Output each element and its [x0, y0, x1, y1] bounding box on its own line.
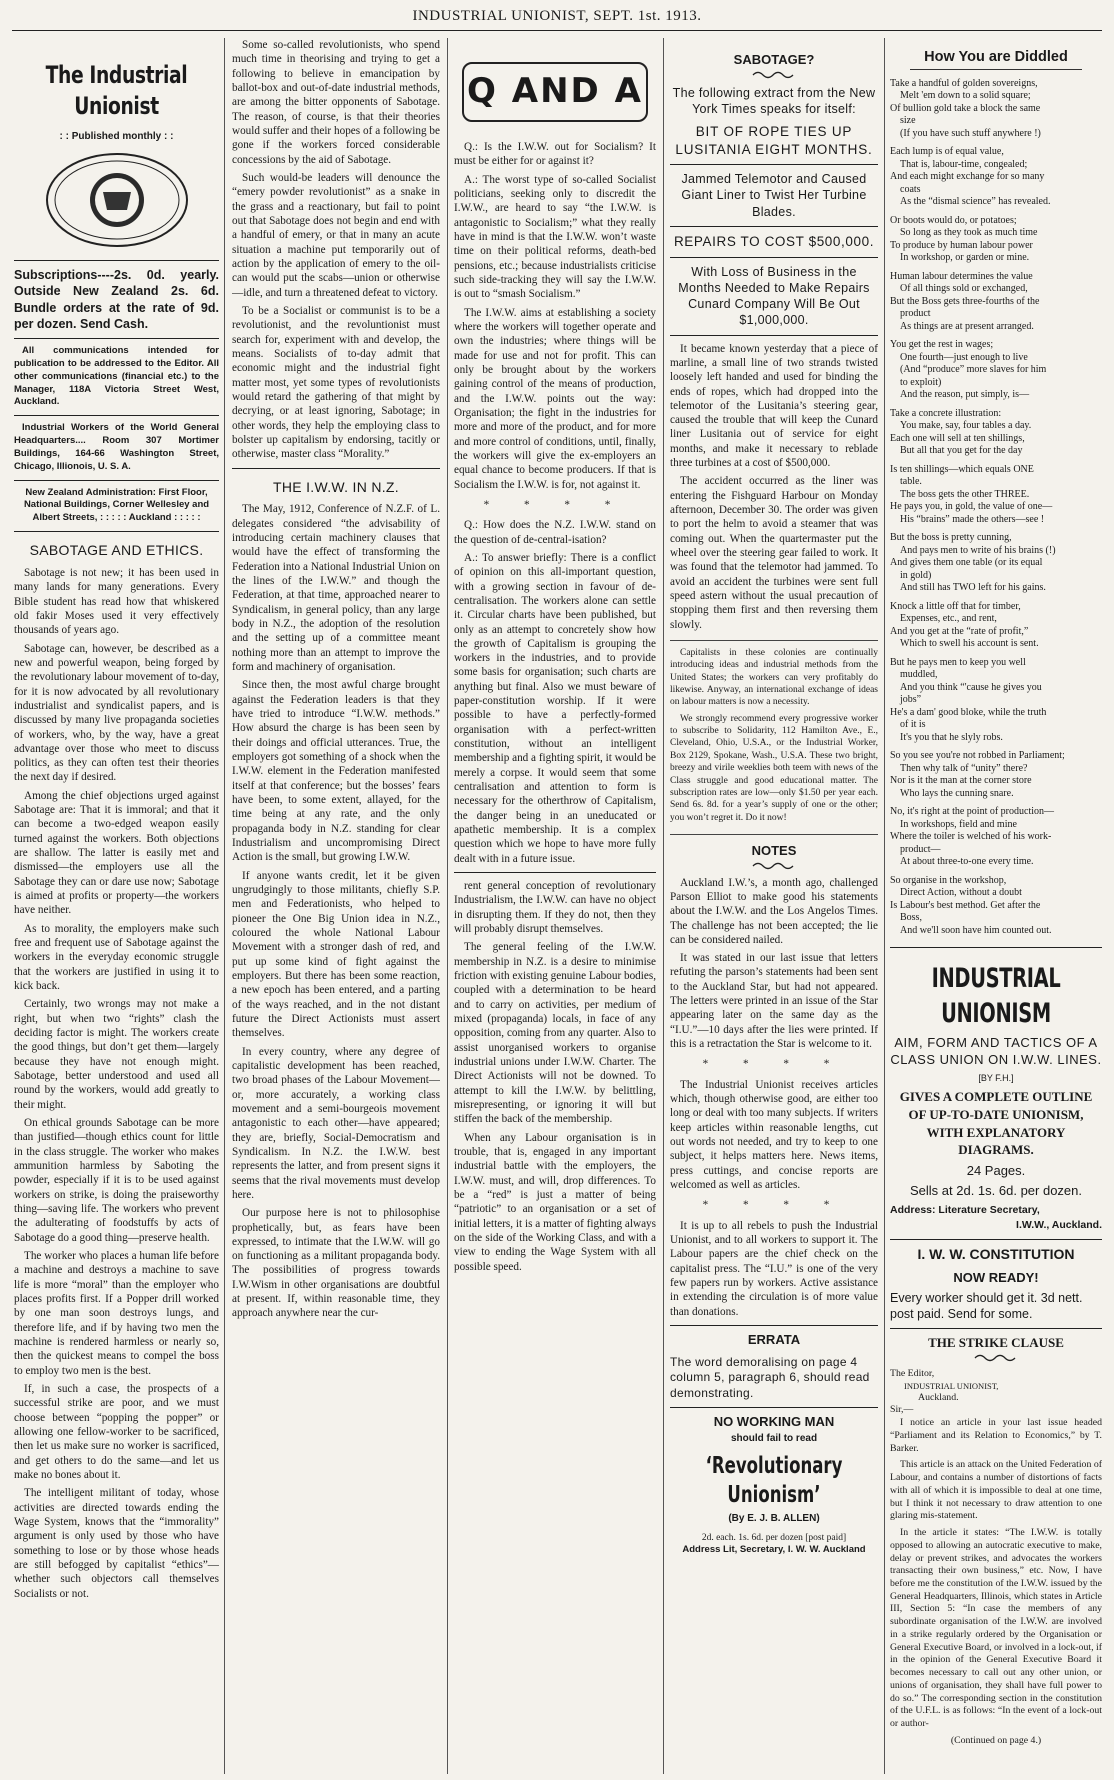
paragraph: The May, 1912, Conference of N.Z.F. of L. delegates considered “the advisability of introducing certain machinery clauses that would have the effect of transforming the Federation into a National Industrial Union on the lines of the I.W.W.” and though the Federation, at that time, approached nearer to Syndicalism, in general policy, than any large body in N.Z., the adoption of the resolution and the setting up of a committee meant nothing more than an attempt to improve the form and machinery of organisation. [232, 503, 440, 674]
byline: [BY F.H.] [978, 1072, 1014, 1083]
column-divider [224, 38, 225, 1774]
iww-seal-emblem [43, 150, 191, 250]
paragraph: When any Labour organisation is in trouble, that is, engaged in any important industrial battle with the employers, the I.W.W. must, and will, drop differences. To be a “red” is just a matter of being “patriotic” to an organisation or a set of initial letters, it is a matter of fighting always on the side of the Working Class, and with a view to ending the Wage System with all possible speed. [454, 1131, 656, 1273]
poem-line: And you think “'cause he gives you [900, 681, 1042, 693]
published-monthly: : : Published monthly : : [59, 131, 174, 143]
poem-line: In workshop, or garden or mine. [900, 252, 1030, 264]
paragraph: The intelligent militant of today, whose activities are directed towards ending the Wage System, knows that the “immorality” argument is only used by those who have something to lose or by those whose heads are still befogged by capitalist “ethics”—whether such objectors call themselves Socialists or not. [14, 1487, 219, 1600]
rule [14, 338, 219, 339]
letter-paragraph: In the article it states: “The I.W.W. is totally opposed to allowing an autocratic executive to make, delay or prevent strikes, and advocates the workers transacting their own business,” etc. Now, I have before me the constitution of the I.W.W. issued by the General Headquarters, Illinois, which states in Article III, Section 5: “In case the members of any subordinate organisation of the I.W.W. are involved in a strike regularly ordered by the Organisation or General Executive Board, or involved in a lock-out, if in the opinion of the General Executive Board it becomes necessary to call out any other union, or unions of organisation, they shall have full power to do so.” The corresponding section in the constitution of the U.F.L. is as follows: “In the event of a lock-out or author- [890, 1527, 1102, 1730]
poem-line: Each lump is of equal value, [890, 146, 1004, 158]
strike-clause-title: THE STRIKE CLAUSE [928, 1335, 1064, 1351]
letter-addressee: The Editor, [890, 1367, 935, 1379]
revolutionary-unionism-title: ‘Revolutionary Unionism’ [705, 1452, 843, 1509]
paragraph: Sabotage is not new; it has been used in many lands for many generations. Every Bible student has read how that whiskered old fakir Moses used it very effectively thousands of years ago. [14, 566, 219, 637]
poem-line: Is Labour's best method. Get after the [890, 899, 1041, 911]
column-divider [447, 38, 448, 1774]
poem-line: But the boss is pretty cunning, [890, 532, 1012, 544]
poem-line: At about three-to-one every time. [900, 856, 1034, 868]
price-line: Sells at 2d. 1s. 6d. per dozen. [910, 1183, 1082, 1199]
poem-line: (If you have such stuff anywhere !) [900, 127, 1041, 139]
paragraph: In every country, where any degree of capitalistic development has been reached, two broad phases of the Labour Movement—or, more accurately, a working class movement and a semi-bourgeois movement antagonistic to each other—have appeared; they are, briefly, Social-Democratism and Syndicalism. In N.Z. the I.W.W. best represents the latter, and from present signs it seems that the rival movements must develop here. [232, 1045, 440, 1201]
poem-line: in gold) [900, 569, 932, 581]
poem-line: To produce by human labour power [890, 239, 1033, 251]
poem-line: So long as they took as much time [900, 227, 1038, 239]
paragraph: If, in such a case, the prospects of a successful strike are poor, and we must choose between “popping the popper” or allowing one fellow-worker to be sacrificed, then let us make sure no worker is sacrificed, and get others to do the same—and let us make no bones about it. [14, 1382, 219, 1481]
poem-line: And gives them one table (or its equal [890, 557, 1043, 569]
poem-line: So you see you're not robbed in Parliament; [890, 750, 1065, 762]
article-title-iww-nz: THE I.W.W. IN N.Z. [273, 478, 399, 495]
poem-line: Knock a little off that for timber, [890, 600, 1021, 612]
poem-line: Each one will sell at ten shillings, [890, 432, 1025, 444]
revolutionary-unionism-author: (By E. J. B. ALLEN) [728, 1512, 820, 1524]
poem-line: He's a dam' good bloke, while the truth [890, 706, 1047, 718]
paragraph: Among the chief objections urged against Sabotage are: That it is immoral; and that it can become a two-edged weapon easily turned against the workers. Both objections are shallow. The latter is easily met and dismissed—the employers use all the Sabotage they can or dare use now; Sabotage is aimed at profits or property—the workers have neither. [14, 789, 219, 917]
poem-line: He pays you, in gold, the value of one— [890, 501, 1053, 513]
poem-line: The boss gets the other THREE. [900, 488, 1030, 500]
no-working-man-sub: should fail to read [730, 1433, 818, 1445]
poem-line: You get the rest in wages; [890, 339, 994, 351]
section-stars: * * * * [702, 1199, 846, 1212]
letter-addressee: Auckland. [918, 1391, 959, 1403]
squiggle-ornament [752, 862, 796, 870]
poem-line: of it is [900, 719, 926, 731]
poem-line: Which to swell his account is sent. [900, 638, 1039, 650]
notice-box [670, 640, 878, 835]
column-2 [232, 38, 440, 1774]
diddled-title: How You are Diddled [924, 49, 1068, 65]
rule [670, 257, 878, 258]
price-line: 2d. each. 1s. 6d. per dozen [post paid] [701, 1532, 847, 1543]
paragraph: As to morality, the employers make such free and frequent use of Sabotage against the workers in the everyday economic struggle that the workers are justified in using it to kick back. [14, 922, 219, 993]
poem-line: Take a handful of golden sovereigns, [890, 77, 1038, 89]
poem-line: Then why talk of “unity” there? [900, 762, 1028, 774]
poem-line: table. [900, 476, 922, 488]
errata-title: ERRATA [747, 1332, 801, 1348]
capitalists-note: Capitalists in these colonies are continually introducing ideas and industrial methods from the United States; the workers can very profitably do likewise. Anyway, an international exchange of ideas on labour matters is now a necessity. [670, 648, 878, 708]
outline-description: GIVES A COMPLETE OUTLINE OF UP-TO-DATE UNIONISM, WITH EXPLANATORY DIAGRAMS. [899, 1089, 1093, 1158]
section-stars: * * * * [702, 1058, 846, 1071]
poem-line: Nor is it the man at the corner store [890, 775, 1032, 787]
headline-telemotor: Jammed Telemotor and Caused Giant Liner to Twist Her Turbine Blades. [681, 172, 867, 219]
paragraph: Sabotage can, however, be described as a new and powerful weapon, being forged by the revolutionary labour movement of to-day, for it is now advocated by all revolutionary industrialist and syndicalist papers, and is discussed by many live propaganda societies of workers, who, by the way, have a great advantage over those who meet to discuss politics, as they can often test their theories the next day if desired. [14, 642, 219, 784]
constitution-text: Every worker should get it. 3d nett. post paid. Send for some. [890, 1291, 1083, 1322]
paragraph: Some so-called revolutionists, who spend much time in theorising and trying to get a following to believe in emancipation by ballot-box and out-of-date industrial methods, are among the bitter opponents of Sabotage. The reason, of course, is that their theories would suffer and their hopes of a following be gone if the workers forced considerable concessions by the aid of Sabotage. [232, 39, 440, 166]
column-divider [663, 38, 664, 1774]
answer: A.: The worst type of so-called Socialist politicians, seeking only to discredit the I.W.W., are heard to say “the I.W.W. is antagonistic to Socialism;” what they really have in mind is that the I.W.W. won’t waste time on their political reforms, death-bed pensions, etc.; because industrialists criticise such side-tracking they will say the I.W.W. is out to “smash Socialism.” [454, 173, 656, 301]
poem-line: No, it's right at the point of production— [890, 806, 1055, 818]
poem-line: Take a concrete illustration: [890, 407, 1002, 419]
headline-rope: BIT OF ROPE TIES UP LUSITANIA EIGHT MONTHS. [675, 124, 873, 157]
poem-line: His “brains” made the others—see ! [900, 513, 1045, 525]
poem-line: But all that you get for the day [900, 445, 1023, 457]
paragraph: On ethical grounds Sabotage can be more than justified—though ethics count for little in the class struggle. The worker who makes ammunition harmless by Saboting the powder, especially if it is to be used against workers on strike, is doing the praiseworthy thing—saving life. The workers who prevent the adulterating of foodstuffs by acts of Sabotage do a good thing—preserve health. [14, 1117, 219, 1244]
note-paragraph: It was stated in our last issue that letters refuting the parson’s statements had been sent to the Auckland Star, but had not appeared. The letters were printed in an issue of the Star appearing later on the same day as the “I.U.”—10 days after the lies were printed. If this is a retractation the Star is welcome to it. [670, 952, 878, 1051]
poem-line: to exploit) [900, 376, 942, 388]
poem-line: Of all things sold or exchanged, [900, 283, 1028, 295]
paragraph: The general feeling of the I.W.W. membership in N.Z. is a desire to minimise friction with existing genuine Labour bodies, coupled with a determination to be heard and to carry on activities, per medium of mixed (propaganda) locals, in face of any opposition, coming from any quarter. Also to assist unorganised workers to organise industrial unions under I.W.W. Charter. The Direct Actionists will not be downed. To attempt to kill the I.W.W. by belittling, misrepresenting, or ignoring it will but stiffen the back of the membership. [454, 941, 656, 1126]
q-and-a-title: Q AND A [467, 71, 643, 112]
question: Q.: Is the I.W.W. out for Socialism? It must be either for or against it? [454, 141, 656, 168]
article-title-sabotage-ethics: SABOTAGE AND ETHICS. [29, 541, 204, 558]
rule [670, 226, 878, 227]
column-1 [14, 38, 219, 1774]
continued-note: (Continued on page 4.) [950, 1734, 1042, 1746]
communications-note: All communications intended for publication to be addressed to the Editor. All other communications (financial etc.) to the Manager, 118A Victoria Street West, Auckland. [14, 345, 219, 408]
letter-salutation: Sir,— [890, 1404, 914, 1416]
paragraph: The I.W.W. aims at establishing a society where the workers will together operate and own the industries; where things will be made for use and not for profit. This can only be brought about by the workers gaining control of the means of production, and the I.W.W. points out the way: Organisation; the fight in the industries for more and more of the product, and for more and more control of conditions, until, finally, the workers will give the ex-employers an equal chance to become producers. If that is Socialism the I.W.W. is for, not against it. [454, 306, 656, 491]
errata-text: The word demoralising on page 4 column 5, paragraph 6, should read demonstrating. [670, 1354, 870, 1400]
constitution-title: I. W. W. CONSTITUTION [917, 1245, 1075, 1262]
section-stars: * * * * [483, 498, 627, 511]
now-ready: NOW READY! [953, 1269, 1039, 1285]
poem-line: And pays men to write of his brains (!) [900, 544, 1056, 556]
masthead: The Industrial Unionist [45, 61, 188, 120]
poem-line: Melt 'em down to a solid square; [900, 90, 1031, 102]
notes-title: NOTES [751, 842, 797, 858]
column-4 [670, 38, 878, 1774]
headquarters-note: Industrial Workers of the World General Headquarters.... Room 307 Mortimer Buildings, 164-66 Washington Street, Chicago, Illionois, U. S. A. [14, 422, 219, 472]
address-line: Address Lit, Secretary, I. W. W. Auckland [682, 1543, 866, 1555]
header-rule [12, 30, 1102, 31]
poem-line: And each might exchange for so many [890, 171, 1045, 183]
poem-line: muddled, [900, 669, 938, 681]
q-and-a-heading-box [462, 62, 648, 122]
poem-line: That is, labour-time, congealed; [900, 158, 1028, 170]
poem-line: product [900, 308, 931, 320]
rule [14, 480, 219, 481]
poem-line: And the reason, put simply, is— [900, 389, 1030, 401]
paragraph: The worker who places a human life before a machine and destroys a machine to save life is more “moral” than the employer who places profits first. If a Popper drill worked by one man soon destroys lungs, and therefore life, and if by having two men the machine is rendered harmless or nearly so, then the quickest means to compel the boss to employ two men is the best. [14, 1249, 219, 1377]
paragraph: Certainly, two wrongs may not make a right, but when two “rights” clash the deciding factor is might. The workers create the good things, but don’t get them—largely because they have not enough might. Sabotage, better understood and used all round by the workers, would add greatly to their might. [14, 998, 219, 1111]
poem-line: size [900, 115, 916, 127]
question: Q.: How does the N.Z. I.W.W. stand on the question of de-central-isation? [454, 519, 656, 546]
address-line: I.W.W., Auckland. [1016, 1219, 1102, 1232]
poem-line: As the “dismal science” has revealed. [900, 196, 1051, 208]
poem-line: And we'll soon have him counted out. [900, 924, 1052, 936]
poem-line: It's you that he slyly robs. [900, 731, 1003, 743]
note-paragraph: Auckland I.W.’s, a month ago, challenged Parson Elliot to make good his statements about the I.W.W. and the Los Angelos Times. The challenge has not been accepted; the lie can be considered nailed. [670, 876, 878, 946]
rule [910, 69, 1082, 70]
poem-line: But the Boss gets three-fourths of the [890, 295, 1040, 307]
rule [670, 335, 878, 336]
recommend-note: We strongly recommend every progressive worker to subscribe to Solidarity, 112 Hamilton Ave., E., Cleveland, Ohio, U.S.A., or the Industrial Worker, Box 2129, Spokane, Wash., U.S.A. These two bright, breezy and virile weeklies both teem with news of the Class struggle and good educational matter. The subscription rates are low—only $1.50 per year each. Send 6s. 8d. for a year’s supply of one or the other; you won’t regret it. Do it now! [670, 713, 878, 823]
paragraph: Such would-be leaders will denounce the “emery powder revolutionist” as a snake in the grass and a reactionary, but fail to point out that Sabotage does not begin and end with a handful of emery, or that in many an acute situation a machine put temporarily out of action by the application of emery to the oil-can would put the scabs—union or otherwise—idle, and turn a threatened defeat to victory. [232, 171, 440, 299]
poem-line: Of bullion gold take a block the same [890, 102, 1041, 114]
sabotage-question-title: SABOTAGE? [733, 52, 815, 67]
industrial-unionism-title: INDUSTRIAL UNIONISM [931, 963, 1061, 1029]
headline-loss: With Loss of Business in the Months Needed to Make Repairs Cunard Company Will Be Out $1,000,000. [678, 264, 870, 328]
running-head: INDUSTRIAL UNIONIST, SEPT. 1st. 1913. [412, 8, 702, 24]
rule [670, 1325, 878, 1326]
subscriptions-note: Subscriptions----2s. 0d. yearly. Outside New Zealand 2s. 6d. Bundle orders at the rate of 9d. per dozen. Send Cash. [14, 268, 219, 331]
poem-line: So organise in the workshop, [890, 874, 1007, 886]
poem-line: As things are at present arranged. [900, 320, 1034, 332]
poem-line: coats [900, 183, 921, 195]
paragraph: It became known yesterday that a piece of marline, a small line of two strands twisted loosely left handed and used for binding the ends of ropes, which had dropped into the telemotor of the Lusitania’s steering gear, caused the trouble that will keep the Cunard liner Lusitania out of service for eight months, and make it necessary to reblade three turbines at a cost of $500,000. [670, 342, 878, 470]
column-divider [884, 38, 885, 1774]
paragraph: Our purpose here is not to philosophise prophetically, but, as fears have been expressed, to intimate that the I.W.W. will go on functioning as a militant propaganda body. The possibilities of progress towards I.W.Wism in other organisations are doubtful at present. If, within reasonable time, they approach anywhere near the cur- [232, 1207, 440, 1320]
poem-line: Expenses, etc., and rent, [900, 613, 997, 625]
letter-paragraph: This article is an attack on the United Federation of Labour, and contains a number of distortions of facts with all of which it is impossible to deal at one time, but I think it not necessary to draw attention to one glaring mis-statement. [890, 1459, 1102, 1522]
rule [232, 468, 440, 469]
note-paragraph: The Industrial Unionist receives articles which, though otherwise good, are either too long or deal with too many subjects. If writers keep articles within reasonable lengths, cut out words not needed, and try to keep to one subject, it helps matters here. News items, press cuttings, and concise reports are welcomed as well as articles. [670, 1078, 878, 1192]
squiggle-ornament [974, 1354, 1018, 1362]
address-line: Address: Literature Secretary, [890, 1203, 1040, 1216]
note-paragraph: It is up to all rebels to push the Industrial Unionist, and to all workers to support it. The Labour papers are the chief check on the capitalist press. The “I.U.” is one of the very few papers run by workers. Active assistance in extending the circulation is of more value than donations. [670, 1219, 878, 1318]
poem-line: jobs” [900, 694, 922, 706]
rule [890, 947, 1102, 948]
paragraph: Since then, the most awful charge brought against the Federation leaders is that they have tried to introduce “I.W.W. methods.” How absurd the charge is has been seen by their doings and official utterances. True, the employers got something of a shock when the I.W.W. element in the Federation manifested itself at that conference; but the bosses’ fears have been, to some extent, allayed, for the time being at any rate, and the only propaganda body in N.Z. standing for clear Industrialism and uncompromising Direct Action is the small, but growing I.W.W. [232, 679, 440, 864]
squiggle-ornament [752, 71, 796, 79]
poem-line: Is ten shillings—which equals ONE [890, 463, 1034, 475]
poem-line: Who lays the cunning snare. [900, 787, 1014, 799]
column-5 [890, 38, 1102, 1774]
rule [14, 531, 219, 532]
answer: A.: To answer briefly: There is a conflict of opinion on this all-important question, with a growing section in favour of de-centralisation. The workers alone can settle it. Circular charts have been published, but only as an attempt to concretely show how the growth of Capitalism is grouping the workers in the industries, and to provide some basis for organisation; such charts are anything but final. Also we must beware of paper-constitution worship. If it were possible to have a perfectly-formed organisation with a perfect-written constitution, without an intelligent membership and a fighting spirit, it would be merely a corpse. It would seem that some centralisation and attention to form is necessary for the otherthrow of Capitalism, the danger being in an uneducated or apathetic membership. It is a complex question which we hope to have more fully dealt with in a future issue. [454, 551, 656, 865]
column-3 [454, 38, 656, 1774]
paragraph: rent general conception of revolutionary Industrialism, the I.W.W. can have no object in disrupting them. If they do not, then they will probably disrupt themselves. [454, 880, 656, 936]
rule [670, 1407, 878, 1408]
rule [670, 164, 878, 165]
industrial-unionism-subtitle: AIM, FORM AND TACTICS OF A CLASS UNION ON I.W.W. LINES. [890, 1035, 1102, 1068]
rule [14, 260, 219, 261]
poem-line: In workshops, field and mine [900, 818, 1017, 830]
poem-line: But he pays men to keep you well [890, 656, 1026, 668]
pages-line: 24 Pages. [966, 1162, 1026, 1178]
poem-line: Boss, [900, 912, 922, 924]
letter-addressee: INDUSTRIAL UNIONIST, [904, 1380, 999, 1391]
headline-repairs: REPAIRS TO COST $500,000. [673, 233, 875, 249]
poem-line: (And “produce” more slaves for him [900, 364, 1047, 376]
poem-line: Direct Action, without a doubt [900, 887, 1022, 899]
paragraph: If anyone wants credit, let it be given ungrudgingly to those militants, chiefly S.P. men and Federationists, who helped to pioneer the One Big Union idea in N.Z., coloured the whole National Labour Movement with a stronger dash of red, and put up some kind of fight against the employers. But there has been some reaction, a new epoch has been entered, and a parting of the ways reached, and in the not distant future the Direct Actionists must assert themselves. [232, 869, 440, 1040]
poem-line: product— [900, 843, 941, 855]
rule [14, 415, 219, 416]
poem-line: Human labour determines the value [890, 270, 1033, 282]
poem-line: And still has TWO left for his gains. [900, 582, 1046, 594]
letter-paragraph: I notice an article in your last issue headed “Parliament and its Relation to Economics,” by T. Barker. [890, 1417, 1102, 1454]
intro-text: The following extract from the New York Times speaks for itself: [672, 85, 876, 116]
paragraph: To be a Socialist or communist is to be a revolutionist, and the revoluntionist must search for, experiment with and develop, the means. Socialists of to-day admit that economic might and the industrial fight matter most, yet some types of revolutionists would retard the gathering of that might by decrying, or at least ignoring, Sabotage; in other words, they help the employing class to bolster up capitalism by endorsing, tacitly or otherwise, master class “Morality.” [232, 304, 440, 461]
no-working-man-title: NO WORKING MAN [713, 1414, 835, 1430]
poem-line: You make, say, four tables a day. [900, 420, 1032, 432]
rule [890, 1239, 1102, 1240]
paragraph: The accident occurred as the liner was entering the Fishguard Harbour on Monday afternoon, December 30. The order was given to port the helm to avoid a steamer that was coming out. When the quartermaster put the wheel over the steering gear failed to work. It was found that the telemotor had jammed. To avoid an accident the turbines were sent full speed astern without the usual precaution of stopping them first and then reversing them slowly. [670, 475, 878, 631]
nz-administration-note: New Zealand Administration: First Floor, National Buildings, Corner Wellesley and Albert Streets, : : : : : Auckland : : : : : [23, 486, 210, 524]
poem-line: And you get at the “rate of profit,” [890, 625, 1029, 637]
rule [454, 872, 656, 873]
rule [890, 1328, 1102, 1329]
poem-line: Or boots would do, or potatoes; [890, 214, 1017, 226]
poem-line: Where the toiler is welched of his work- [890, 831, 1052, 843]
poem-line: One fourth—just enough to live [900, 351, 1028, 363]
poem [890, 78, 1102, 938]
